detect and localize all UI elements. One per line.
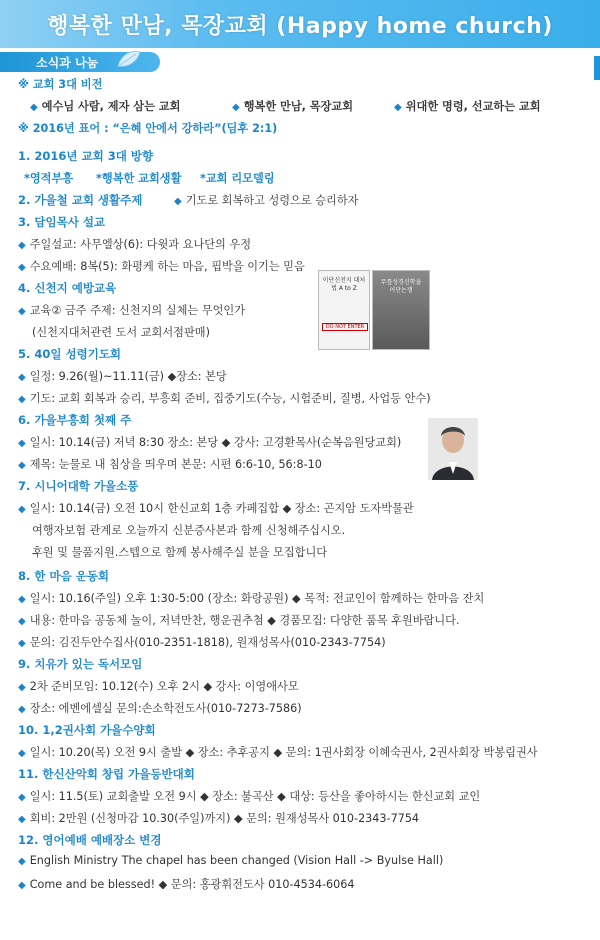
list-item <box>18 700 302 716</box>
diamond-icon: ◆ <box>18 306 26 317</box>
list-item-text: English Ministry The chapel has been changed (Vision Hall -> Byulse Hall) <box>29 854 444 867</box>
section-heading: 11. 한신산악회 창립 가을등반대회 <box>18 767 195 781</box>
list-item-text: 장소: 에벤에셀실 문의:손소학전도사(010-7273-7586) <box>29 702 302 715</box>
vision-item <box>394 98 541 114</box>
diamond-icon: ◆ <box>18 262 26 273</box>
section-heading: 6. 가을부흥회 첫째 주 <box>18 413 132 427</box>
section-heading: 1. 2016년 교회 3대 방향 <box>18 149 154 163</box>
list-item-text: 제목: 눈물로 내 침상을 띄우며 본문: 시편 6:6-10, 56:8-10 <box>29 458 322 471</box>
diamond-icon: ◆ <box>18 438 26 449</box>
list-item-text: 기도: 교회 회복과 승리, 부흥회 준비, 집중기도(수능, 시험준비, 질병, 사업등 안수) <box>29 392 431 405</box>
vision-item <box>232 98 353 114</box>
person-icon <box>428 418 478 480</box>
list-item-text: 일시: 10.20(목) 오전 9시 출발 ◆ 장소: 추후공지 ◆ 문의: 1권사회장 이혜숙권사, 2권사회장 박봉림권사 <box>29 746 538 759</box>
direction-item: *교회 리모델링 <box>200 172 275 185</box>
list-item <box>18 612 460 628</box>
section-heading: 2. 가을철 교회 생활주제 <box>18 193 143 207</box>
list-item <box>18 258 305 274</box>
diamond-icon: ◆ <box>18 880 26 891</box>
book-cover-image <box>318 270 370 350</box>
list-item-text: 일시: 10.14(금) 저녁 8:30 장소: 본당 ◆ 강사: 고경환목사(순복음원당교회) <box>29 436 402 449</box>
vision-title: ※ 교회 3대 비전 <box>18 78 103 91</box>
list-item-text: 일시: 11.5(토) 교회출발 오전 9시 ◆ 장소: 불곡산 ◆ 대상: 등산을 좋아하시는 한신교회 교인 <box>29 790 481 803</box>
list-item <box>18 236 251 252</box>
book-cover-title: 이단신천지 대처법 A to Z <box>322 277 366 292</box>
section-heading: 12. 영어예배 예배장소 변경 <box>18 833 162 847</box>
vision-item-text: 위대한 명령, 선교하는 교회 <box>405 100 541 113</box>
list-item-text: 일시: 10.14(금) 오전 10시 한신교회 1층 카페집합 ◆ 장소: 곤지암 도자박물관 <box>29 502 414 515</box>
speaker-photo <box>428 418 478 480</box>
diamond-icon: ◆ <box>18 594 26 605</box>
leaf-icon <box>116 48 142 70</box>
vision-item-text: 예수님 사람, 제자 삼는 교회 <box>41 100 181 113</box>
diamond-icon: ◆ <box>18 372 26 383</box>
page-title: 행복한 만남, 목장교회 (Happy home church) <box>47 14 553 39</box>
list-item-note: (신천지대처관련 도서 교회서점판매) <box>32 326 210 339</box>
diamond-icon: ◆ <box>394 102 402 113</box>
section-heading: 10. 1,2권사회 가을수양회 <box>18 723 156 737</box>
list-item <box>18 854 443 867</box>
diamond-icon: ◆ <box>18 814 26 825</box>
list-item-text: 2차 준비모임: 10.12(수) 오후 2시 ◆ 강사: 이영애사모 <box>29 680 299 693</box>
theme-text <box>174 192 358 208</box>
diamond-icon: ◆ <box>18 748 26 759</box>
list-item-text: 일시: 10.16(주일) 오후 1:30-5:00 (장소: 화랑공원) ◆ 목적: 전교인이 함께하는 한마음 잔치 <box>29 592 485 605</box>
diamond-icon: ◆ <box>18 704 26 715</box>
diamond-icon: ◆ <box>18 682 26 693</box>
book-cover-tag: DO NOT ENTER <box>322 323 368 331</box>
section-heading: 7. 시니어대학 가을소풍 <box>18 479 139 493</box>
diamond-icon: ◆ <box>18 460 26 471</box>
direction-item: *영적부흥 <box>24 172 74 185</box>
diamond-icon: ◆ <box>18 792 26 803</box>
section-heading: 3. 담임목사 설교 <box>18 215 106 229</box>
diamond-icon: ◆ <box>232 102 240 113</box>
list-item-note: 후원 및 물품지원.스텝으로 함께 봉사해주실 분을 모집합니다 <box>32 546 328 559</box>
diamond-icon: ◆ <box>18 856 26 867</box>
list-item-text: 회비: 2만원 (신청마감 10.30(주일)까지) ◆ 문의: 원재성목사 010-2343-7754 <box>29 812 420 825</box>
list-item <box>18 434 401 450</box>
section-heading: 8. 한 마음 운동회 <box>18 569 110 583</box>
direction-item: *행복한 교회생활 <box>96 172 182 185</box>
section-label: 소식과 나눔 <box>36 56 99 70</box>
list-item <box>18 876 355 892</box>
diamond-icon: ◆ <box>18 394 26 405</box>
list-item <box>18 368 227 384</box>
list-item <box>18 500 414 516</box>
diamond-icon: ◆ <box>18 504 26 515</box>
vision-item <box>30 98 180 114</box>
list-item <box>18 634 386 650</box>
list-item-text: 교육② 금주 주제: 신천지의 실체는 무엇인가 <box>29 304 246 317</box>
list-item <box>18 810 419 826</box>
theme-text-value: 기도로 회복하고 성령으로 승리하자 <box>185 194 359 207</box>
list-item-note: 여행자보험 관계로 오늘까지 신분증사본과 함께 신청해주십시오. <box>32 524 346 537</box>
diamond-icon: ◆ <box>30 102 38 113</box>
diamond-icon: ◆ <box>18 616 26 627</box>
header-banner <box>0 0 600 48</box>
list-item <box>18 390 431 406</box>
list-item <box>18 678 299 694</box>
diamond-icon: ◆ <box>18 638 26 649</box>
list-item-text: 주일설교: 사무엘상(6): 다윗과 요나단의 우정 <box>29 238 252 251</box>
vision-item-text: 행복한 만남, 목장교회 <box>243 100 354 113</box>
list-item-text: 일정: 9.26(월)~11.11(금) ◆장소: 본당 <box>29 370 227 383</box>
diamond-icon: ◆ <box>174 196 182 207</box>
year-motto: ※ 2016년 표어 : “은혜 안에서 강하라”(딤후 2:1) <box>18 122 278 135</box>
book-cover-image <box>372 270 430 350</box>
list-item <box>18 590 484 606</box>
page-edge-tab <box>594 56 600 80</box>
list-item <box>18 744 538 760</box>
list-item-text: 문의: 김진두안수집사(010-2351-1818), 원재성목사(010-2343-7754) <box>29 636 386 649</box>
section-heading: 9. 치유가 있는 독서모임 <box>18 657 143 671</box>
list-item <box>18 788 480 804</box>
section-heading: 4. 신천지 예방교육 <box>18 281 117 295</box>
list-item-text: Come and be blessed! ◆ 문의: 홍광휘전도사 010-4534-6064 <box>29 878 355 891</box>
list-item <box>18 456 322 472</box>
section-heading: 5. 40일 성령기도회 <box>18 347 122 361</box>
list-item-text: 내용: 한마음 공동체 놀이, 저녁만찬, 행운권추첨 ◆ 경품모집: 다양한 품목 후원바랍니다. <box>29 614 460 627</box>
list-item <box>18 302 245 318</box>
book-cover-title: 무릎성경신학을 이단논쟁 <box>380 279 422 294</box>
list-item-text: 수요예배: 8복(5): 화평케 하는 마음, 핍박을 이기는 믿음 <box>29 260 305 273</box>
diamond-icon: ◆ <box>18 240 26 251</box>
